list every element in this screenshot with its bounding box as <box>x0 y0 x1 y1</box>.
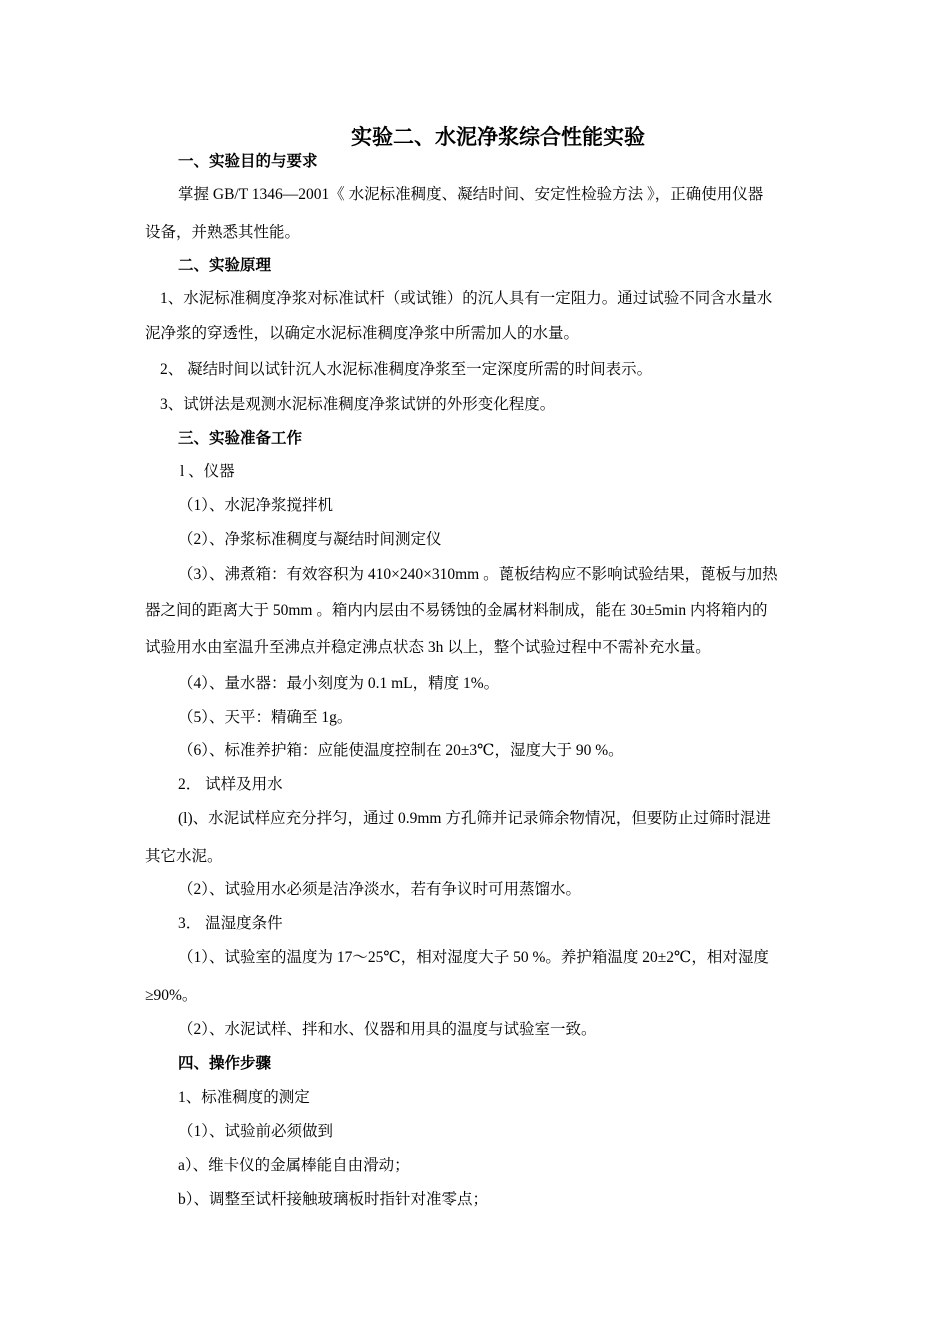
list-item: （4）、量水器：最小刻度为 0.1 mL，精度 1%。 <box>178 675 500 692</box>
paragraph-line: 试验用水由室温升至沸点并稳定沸点状态 3h 以上，整个试验过程中不需补充水量。 <box>145 639 711 656</box>
list-item: （1）、水泥净浆搅拌机 <box>178 497 334 514</box>
list-item: （6）、标准养护箱：应能使温度控制在 20±3℃，湿度大于 90 %。 <box>178 742 624 759</box>
list-item: a）、维卡仪的金属棒能自由滑动； <box>178 1157 410 1174</box>
list-item: （1）、试验室的温度为 17～25℃，相对湿度大子 50 %。养护箱温度 20±2℃，相对湿度 <box>178 949 769 966</box>
subsection-heading: 2． 试样及用水 <box>178 776 283 793</box>
list-item: （5）、天平：精确至 1g。 <box>178 709 353 726</box>
list-item: （1）、试验前必须做到 <box>178 1123 334 1140</box>
paragraph-line: 设备，并熟悉其性能。 <box>145 224 301 241</box>
paragraph-line: 2、 凝结时间以试针沉人水泥标准稠度净浆至一定深度所需的时间表示。 <box>160 361 653 378</box>
paragraph-line: ≥90%。 <box>145 987 198 1004</box>
section-heading-3: 三、实验准备工作 <box>178 430 303 447</box>
list-item: (l)、水泥试样应充分拌匀，通过 0.9mm 方孔筛并记录筛余物情况，但要防止过筛时混进 <box>178 810 771 827</box>
paragraph-line: 1、水泥标准稠度净浆对标准试杆（或试锥）的沉人具有一定阻力。通过试验不同含水量水 <box>160 290 773 307</box>
paragraph-line: 器之间的距离大于 50mm 。箱内内层由不易锈蚀的金属材料制成，能在 30±5min 内将箱内的 <box>145 602 768 619</box>
section-heading-4: 四、操作步骤 <box>178 1055 272 1072</box>
list-item: （2）、净浆标准稠度与凝结时间测定仪 <box>178 531 442 548</box>
list-item: b）、调整至试杆接触玻璃板时指针对准零点； <box>178 1191 489 1208</box>
list-item: （3）、沸煮箱：有效容积为 410×240×310mm 。蓖板结构应不影响试验结果，蓖板与加热 <box>178 566 778 583</box>
subsection-heading: l 、仪器 <box>180 463 235 480</box>
section-heading-2: 二、实验原理 <box>178 257 272 274</box>
list-item: （2）、水泥试样、拌和水、仪器和用具的温度与试验室一致。 <box>178 1021 597 1038</box>
subsection-heading: 1、标准稠度的测定 <box>178 1089 310 1106</box>
paragraph-line: 3、试饼法是观测水泥标准稠度净浆试饼的外形变化程度。 <box>160 396 556 413</box>
paragraph-line: 其它水泥。 <box>145 848 223 865</box>
subsection-heading: 3． 温湿度条件 <box>178 915 283 932</box>
section-heading-1: 一、实验目的与要求 <box>178 153 318 170</box>
paragraph-line: 掌握 GB/T 1346—2001《 水泥标准稠度、凝结时间、安定性检验方法 》，正确使用仪器 <box>178 186 764 203</box>
document-title: 实验二、水泥净浆综合性能实验 <box>351 125 645 149</box>
list-item: （2）、试验用水必须是洁净淡水，若有争议时可用蒸馏水。 <box>178 881 582 898</box>
paragraph-line: 泥净浆的穿透性，以确定水泥标准稠度净浆中所需加人的水量。 <box>145 325 580 342</box>
